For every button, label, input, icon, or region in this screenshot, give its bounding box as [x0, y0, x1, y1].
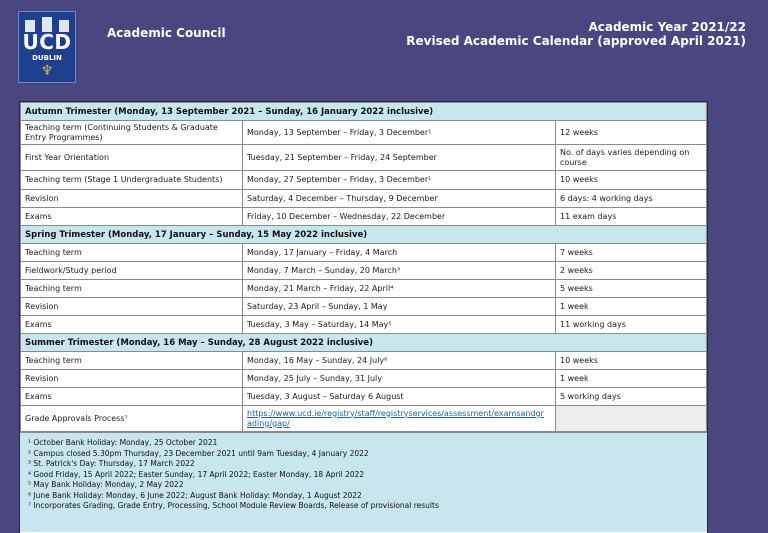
activity-cell: Revision [21, 190, 243, 208]
section-title: Spring Trimester (Monday, 17 January – Sunday, 15 May 2022 inclusive) [21, 226, 707, 244]
footnote: ³ St. Patrick's Day: Thursday, 17 March 2022 [28, 459, 195, 468]
activity-cell: First Year Orientation [21, 145, 243, 171]
dates-cell: Tuesday, 3 August – Saturday 6 August [243, 388, 556, 406]
duration-cell: 11 working days [556, 316, 707, 334]
dates-cell: Tuesday, 3 May – Saturday, 14 May⁵ [243, 316, 556, 334]
duration-cell: 5 weeks [556, 280, 707, 298]
duration-cell: 10 weeks [556, 171, 707, 190]
duration-cell: 1 week [556, 298, 707, 316]
dates-cell: Friday, 10 December – Wednesday, 22 December [243, 208, 556, 226]
activity-cell: Teaching term (Continuing Students & Graduate Entry Programmes) [21, 121, 243, 145]
table-row [21, 190, 707, 208]
dates-cell: Tuesday, 21 September – Friday, 24 September [243, 145, 556, 171]
section-title: Summer Trimester (Monday, 16 May – Sunday, 28 August 2022 inclusive) [21, 334, 707, 352]
calendar-table [20, 102, 707, 432]
logo-subtext: DUBLIN [32, 54, 62, 62]
table-row [21, 145, 707, 171]
footnote: ⁴ Good Friday, 15 April 2022; Easter Sunday, 17 April 2022; Easter Monday, 18 April 2022 [28, 469, 365, 479]
footnote: ² Campus closed 5.30pm Thursday, 23 December 2021 until 9am Tuesday, 4 January 2022 [28, 448, 369, 458]
grade-approvals-link[interactable]: https://www.ucd.ie/registry/staff/registryservices/assessment/examsandgr ading/gap/ [247, 408, 544, 428]
calendar-document [19, 101, 708, 533]
table-row [21, 316, 707, 334]
calendar-subtitle: Revised Academic Calendar (approved April 2021) [406, 34, 746, 48]
dates-cell: Monday, 17 January – Friday, 4 March [243, 244, 556, 262]
table-row [21, 370, 707, 388]
duration-cell: 6 days: 4 working days [556, 190, 707, 208]
activity-cell: Teaching term [21, 352, 243, 370]
duration-cell: 11 exam days [556, 208, 707, 226]
section-title: Autumn Trimester (Monday, 13 September 2021 – Sunday, 16 January 2022 inclusive) [21, 103, 707, 121]
table-row [21, 121, 707, 145]
ucd-logo [18, 11, 76, 83]
dates-cell: Saturday, 23 April – Sunday, 1 May [243, 298, 556, 316]
activity-cell: Fieldwork/Study period [21, 262, 243, 280]
dates-cell: Monday, 16 May – Sunday, 24 July⁶ [243, 352, 556, 370]
table-row [21, 352, 707, 370]
grade-approvals-link-cell [243, 406, 556, 432]
dates-cell: Monday, 27 September – Friday, 3 December¹ [243, 171, 556, 190]
table-row [21, 262, 707, 280]
dates-cell: Monday, 25 July – Sunday, 31 July [243, 370, 556, 388]
dates-cell: Monday, 13 September – Friday, 3 December¹ [243, 121, 556, 145]
section-header [21, 103, 707, 121]
harp-icon: ♆ [40, 63, 54, 79]
footnotes [20, 432, 707, 532]
footnote: ⁶ June Bank Holiday: Monday, 6 June 2022; August Bank Holiday: Monday, 1 August 2022 [28, 490, 362, 500]
duration-cell: 12 weeks [556, 121, 707, 145]
footnote: ⁷ Incorporates Grading, Grade Entry, Processing, School Module Review Boards, Release of provisional results [28, 501, 439, 510]
dates-cell: Monday, 7 March – Sunday, 20 March³ [243, 262, 556, 280]
council-title: Academic Council [107, 26, 226, 40]
activity-cell: Exams [21, 208, 243, 226]
table-row [21, 280, 707, 298]
section-header [21, 334, 707, 352]
document-heading [406, 20, 746, 48]
footnote: ¹ October Bank Holiday: Monday, 25 October 2021 [28, 438, 218, 447]
activity-cell: Revision [21, 370, 243, 388]
duration-cell: 5 working days [556, 388, 707, 406]
activity-cell: Teaching term [21, 244, 243, 262]
table-row [21, 171, 707, 190]
table-row [21, 244, 707, 262]
activity-cell: Exams [21, 388, 243, 406]
duration-cell: 7 weeks [556, 244, 707, 262]
activity-cell: Revision [21, 298, 243, 316]
activity-cell: Teaching term [21, 280, 243, 298]
academic-year: Academic Year 2021/22 [588, 20, 746, 34]
dates-cell: Saturday, 4 December – Thursday, 9 December [243, 190, 556, 208]
table-row [21, 406, 707, 432]
footnote: ⁵ May Bank Holiday: Monday, 2 May 2022 [28, 480, 184, 489]
logo-text: UCD [22, 30, 72, 54]
empty-cell [556, 406, 707, 432]
duration-cell: No. of days varies depending on course [556, 145, 707, 171]
activity-cell: Exams [21, 316, 243, 334]
activity-cell: Grade Approvals Process⁷ [21, 406, 243, 432]
duration-cell: 1 week [556, 370, 707, 388]
table-row [21, 208, 707, 226]
dates-cell: Monday, 21 March – Friday, 22 April⁴ [243, 280, 556, 298]
activity-cell: Teaching term (Stage 1 Undergraduate Students) [21, 171, 243, 190]
duration-cell: 10 weeks [556, 352, 707, 370]
duration-cell: 2 weeks [556, 262, 707, 280]
section-header [21, 226, 707, 244]
table-row [21, 298, 707, 316]
table-row [21, 388, 707, 406]
